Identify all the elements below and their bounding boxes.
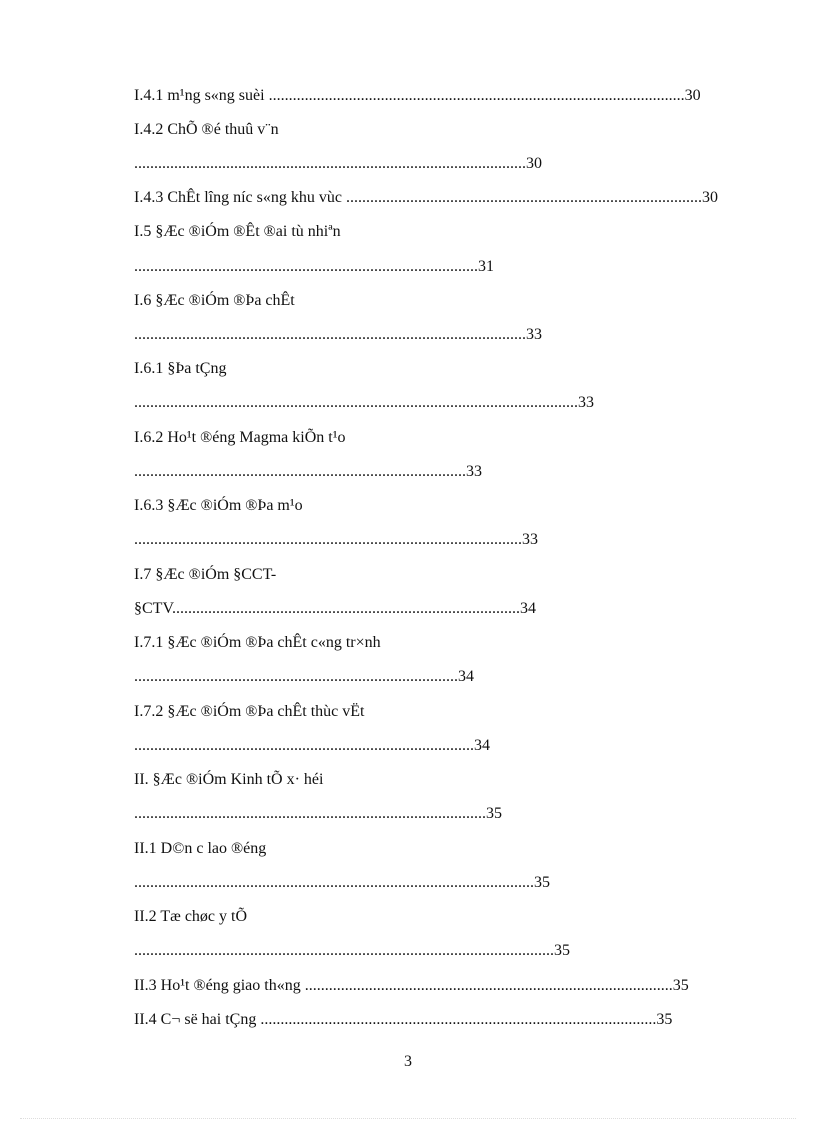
toc-page-number: 33 [578, 394, 594, 411]
toc-page-number: 34 [458, 668, 474, 685]
toc-page-number: 30 [526, 155, 542, 172]
page-number: 3 [404, 1053, 412, 1070]
toc-leader-dots: ............................................................................................ [304, 977, 673, 994]
toc-leader-dots: .................................................................................................. [134, 155, 526, 172]
toc-entry-label: II.3 Ho¹t ®éng giao th«ng [134, 977, 305, 994]
toc-page-number: 34 [519, 600, 536, 617]
toc-page-number: 33 [526, 326, 542, 343]
toc-leader-dots: ......................................................................................................... [134, 942, 554, 959]
toc-page-number: 33 [466, 463, 482, 480]
toc-entry-label: I.6 §Æc ®iÓm ®Þa chÊt [134, 292, 295, 309]
toc-entry-label: II. §Æc ®iÓm Kinh tÕ x· héi [134, 771, 324, 788]
toc-leader-dots: ............................................................................................................... [134, 394, 578, 411]
toc-entry-label: I.7 §Æc ®iÓm §CCT- [134, 566, 277, 583]
toc-entry-label: I.4.2 ChÕ ®é thuû v¨n [134, 121, 279, 138]
toc-entry-leader [134, 530, 538, 550]
toc-leader-dots: §CTV....................................................................................... [134, 600, 520, 617]
toc-page-number: 35 [656, 1011, 673, 1028]
toc-leader-dots: ......................................................................................... [345, 189, 702, 206]
toc-entry-leader [134, 325, 542, 345]
toc-page-number: 33 [522, 531, 538, 548]
toc-entry-label: I.6.3 §Æc ®iÓm ®Þa m¹o [134, 497, 303, 514]
toc-page-number: 35 [486, 805, 502, 822]
toc-entry [134, 86, 701, 106]
toc-page-number: 35 [534, 874, 550, 891]
toc-entry-label: I.4.3 ChÊt lîng níc s«ng khu vùc [134, 189, 346, 206]
toc-entry-leader [134, 393, 594, 413]
toc-page-number: 30 [684, 87, 701, 104]
toc-leader-dots: ...................................................................................... [134, 258, 478, 275]
toc-entry-label: II.2 Tæ chøc y tÕ [134, 908, 248, 925]
toc-entry-leader [134, 667, 474, 687]
toc-leader-dots: ..................................................................................... [134, 737, 474, 754]
toc-entry-leader [134, 257, 494, 277]
toc-leader-dots: ................................................................................... [134, 463, 466, 480]
toc-leader-dots: ................................................................................................. [134, 531, 522, 548]
toc-entry-leader [134, 599, 536, 619]
toc-entry-label: II.1 D©n c lao ®éng [134, 840, 267, 857]
toc-leader-dots: ................................................................................................... [260, 1011, 657, 1028]
toc-entry-label: II.4 C¬ së hai tÇng [134, 1011, 261, 1028]
toc-entry-label: I.5 §Æc ®iÓm ®Êt ®ai tù nhiªn [134, 223, 341, 240]
toc-entry [134, 976, 689, 996]
toc-page-number: 30 [701, 189, 718, 206]
toc-leader-dots: ........................................................................................................ [268, 87, 685, 104]
toc-entry-label: I.7.1 §Æc ®iÓm ®Þa chÊt c«ng tr×nh [134, 634, 381, 651]
toc-page-number: 35 [672, 977, 689, 994]
page-bottom-divider [20, 1118, 796, 1119]
toc-entry-leader [134, 154, 542, 174]
toc-entry [134, 1010, 672, 1030]
toc-page-number: 35 [554, 942, 570, 959]
toc-leader-dots: .................................................................................................... [134, 874, 534, 891]
toc-entry [134, 188, 718, 208]
toc-leader-dots: ........................................................................................ [134, 805, 486, 822]
toc-leader-dots: ................................................................................. [134, 668, 458, 685]
toc-entry-label: I.6.1 §Þa tÇng [134, 360, 227, 377]
toc-entry-leader [134, 804, 502, 824]
toc-entry-label: I.4.1 m¹ng s«ng suèi [134, 87, 269, 104]
toc-entry-leader [134, 462, 482, 482]
toc-leader-dots: .................................................................................................. [134, 326, 526, 343]
toc-page-number: 31 [478, 258, 494, 275]
toc-entry-leader [134, 873, 550, 893]
toc-entry-label: I.6.2 Ho¹t ®éng Magma kiÕn t¹o [134, 429, 346, 446]
toc-page-number: 34 [474, 737, 490, 754]
toc-entry-leader [134, 736, 490, 756]
toc-entry-label: I.7.2 §Æc ®iÓm ®Þa chÊt thùc vËt [134, 703, 365, 720]
toc-entry-leader [134, 941, 570, 961]
